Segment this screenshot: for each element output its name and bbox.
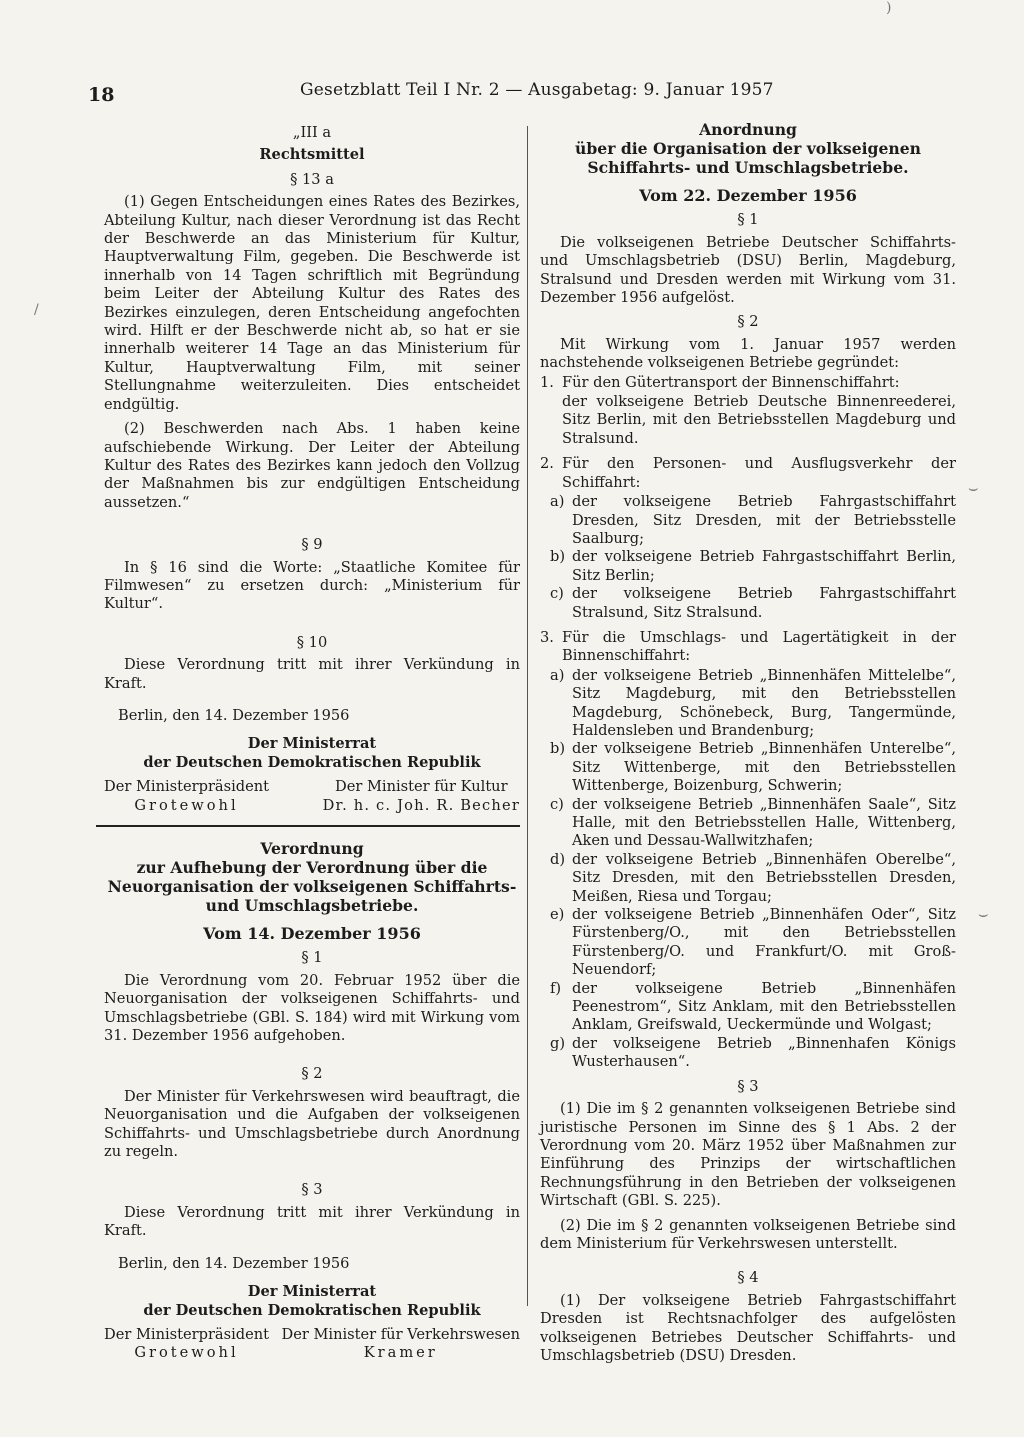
para-9: In § 16 sind die Worte: „Staatliche Komitee für Filmwesen“ zu ersetzen durch: „Ministerium für Kultur“. <box>104 558 520 613</box>
council-line-2: der Deutschen Demokratischen Republik <box>143 1301 481 1319</box>
section-rule <box>96 825 520 827</box>
item-detail: der volkseigene Betrieb Deutsche Binnenreederei, Sitz Berlin, mit den Betriebsstellen Magdeburg und Stralsund. <box>562 393 956 447</box>
subitem: d) der volkseigene Betrieb „Binnenhäfen Oberelbe“, Sitz Dresden, mit den Betriebsstellen Dresden, Meißen, Riesa und Torgau; <box>550 850 956 905</box>
item-1 <box>540 374 956 449</box>
para-13a-2: (2) Beschwerden nach Abs. 1 haben keine aufschiebende Wirkung. Der Leiter der Abteilung Kultur des Rates des Bezirkes kann jedoch den Vollzug der Maßnahmen bis zur endgültigen Entscheidung aussetzen.“ <box>104 420 520 511</box>
signature-title: Der Minister für Kultur <box>335 778 508 796</box>
subitem: a) der volkseigene Betrieb „Binnenhäfen Mittelelbe“, Sitz Magdeburg, mit den Betriebsstellen Magdeburg, Schönebeck, Burg, Tangermünde, Haldensleben und Brandenburg; <box>550 666 956 739</box>
council-line-1: Der Ministerrat <box>247 1283 377 1301</box>
place-date: Berlin, den 14. Dezember 1956 <box>118 706 350 724</box>
scan-mark: ⌣ <box>978 904 989 923</box>
running-header: Gesetzblatt Teil I Nr. 2 — Ausgabetag: 9. Januar 1957 <box>300 80 774 100</box>
section-13a: § 13 a <box>290 170 334 188</box>
subitem: g) der volkseigene Betrieb „Binnenhafen Königs Wusterhausen“. <box>550 1034 956 1071</box>
signature-name: Kramer <box>363 1344 438 1362</box>
column-divider <box>527 126 528 1306</box>
para-10: Diese Verordnung tritt mit ihrer Verkündung in Kraft. <box>104 656 520 692</box>
para-3-2: (2) Die im § 2 genannten volkseigenen Betriebe sind dem Ministerium für Verkehrswesen unterstellt. <box>540 1216 956 1252</box>
item-text: Für die Umschlags- und Lagertätigkeit in der Binnenschiffahrt: <box>562 628 956 665</box>
item-text: Für den Gütertransport der Binnenschiffahrt: <box>562 373 900 391</box>
item-2 <box>540 455 956 622</box>
item-number: 3. <box>540 628 554 646</box>
section-3: § 3 <box>301 1181 323 1199</box>
decree-title: Verordnung <box>260 839 364 858</box>
council-line-1: Der Ministerrat <box>247 735 377 753</box>
page-number: 18 <box>88 84 115 106</box>
left-column <box>104 124 520 1363</box>
signature-name: Dr. h. c. Joh. R. Becher <box>322 796 520 814</box>
signature-block <box>104 1326 520 1363</box>
section-9: § 9 <box>301 536 323 554</box>
para-2: Der Minister für Verkehrswesen wird beauftragt, die Neuorganisation und die Aufgaben der volkseigenen Schiffahrts- und Umschlagsbetriebe durch Anordnung zu regeln. <box>104 1087 520 1161</box>
para-4-1: (1) Der volkseigene Betrieb Fahrgastschiffahrt Dresden ist Rechtsnachfolger des aufgelösten volkseigenen Betriebes Deutscher Schiffahrts- und Umschlagsbetrieb (DSU) Dresden. <box>540 1291 956 1364</box>
subitem: e) der volkseigene Betrieb „Binnenhäfen Oder“, Sitz Fürstenberg/O., mit den Betriebsstellen Fürstenberg/O. und Frankfurt/O. mit Groß-Neuendorf; <box>550 906 956 979</box>
order-date: Vom 22. Dezember 1956 <box>639 186 857 205</box>
decree-date: Vom 14. Dezember 1956 <box>203 924 421 943</box>
order-title: Anordnung <box>699 120 797 139</box>
section-1: § 1 <box>737 211 759 229</box>
para-2: Mit Wirkung vom 1. Januar 1957 werden nachstehende volkseigenen Betriebe gegründet: <box>540 335 956 372</box>
scan-mark: ⌣ <box>968 478 979 497</box>
subitem: f) der volkseigene Betrieb „Binnenhäfen Peenestrom“, Sitz Anklam, mit den Betriebsstellen Anklam, Greifswald, Ueckermünde und Wolgast; <box>550 979 956 1034</box>
section-2: § 2 <box>301 1065 323 1083</box>
place-date: Berlin, den 14. Dezember 1956 <box>118 1254 350 1272</box>
para-1: Die Verordnung vom 20. Februar 1952 über die Neuorganisation der volkseigenen Schiffahrts- und Umschlagsbetriebe (GBl. S. 184) wird mit Wirkung vom 31. Dezember 1956 aufgehoben. <box>104 971 520 1045</box>
section-4: § 4 <box>737 1269 759 1287</box>
signature-title: Der Ministerpräsident <box>104 778 270 796</box>
scan-mark: ) <box>886 0 892 16</box>
order-subtitle: über die Organisation der volkseigenen Schiffahrts- und Umschlagsbetriebe. <box>575 139 921 177</box>
para-3-1: (1) Die im § 2 genannten volkseigenen Betriebe sind juristische Personen im Sinne des § 1 Abs. 2 der Verordnung vom 20. März 1952 über Maßnahmen zur Einführung des Prinzips der wirtschaftlichen Rechnungsführung in den Betrieben der volkseigenen Wirtschaft (GBl. S. 225). <box>540 1100 956 1210</box>
council-line-2: der Deutschen Demokratischen Republik <box>143 753 481 771</box>
subitem: b) der volkseigene Betrieb Fahrgastschiffahrt Berlin, Sitz Berlin; <box>550 548 956 584</box>
para-3: Diese Verordnung tritt mit ihrer Verkündung in Kraft. <box>104 1203 520 1240</box>
para-13a-1: (1) Gegen Entscheidungen eines Rates des Bezirkes, Abteilung Kultur, nach dieser Verordnung ist das Recht der Beschwerde an das Ministerium für Kultur, Hauptverwaltung Film, gegeben. Die Beschwerde ist innerhalb von 14 Tagen schriftlich mit Begründung beim Leiter der Abteilung Kultur des Rates des Bezirkes einzulegen, deren Entscheidung angefochten wird. Hilft er der Beschwerde nicht ab, so hat er sie innerhalb weiterer 14 Tage an das Ministerium für Kultur, Hauptverwaltung Film, mit seiner Stellungnahme weiterzuleiten. Dies entscheidet endgültig. <box>104 193 520 413</box>
section-3: § 3 <box>737 1077 759 1095</box>
signature-title: Der Minister für Verkehrswesen <box>281 1325 520 1343</box>
right-column <box>540 120 956 1365</box>
section-1: § 1 <box>301 949 323 967</box>
scan-mark: / <box>34 302 39 318</box>
signature-title: Der Ministerpräsident <box>104 1325 270 1343</box>
item-text: Für den Personen- und Ausflugsverkehr der Schiffahrt: <box>562 455 956 491</box>
section-2: § 2 <box>737 313 759 331</box>
item-number: 1. <box>540 373 554 391</box>
signature-name: Grotewohl <box>134 796 239 814</box>
subitem: a) der volkseigene Betrieb Fahrgastschiffahrt Dresden, Sitz Dresden, mit der Betriebsstelle Saalburg; <box>550 493 956 547</box>
para-1: Die volkseigenen Betriebe Deutscher Schiffahrts- und Umschlagsbetrieb (DSU) Berlin, Magdeburg, Stralsund und Dresden werden mit Wirkung vom 31. Dezember 1956 aufgelöst. <box>540 233 956 307</box>
part-subheading: Rechtsmittel <box>259 146 365 164</box>
item-3 <box>540 629 956 1072</box>
item-number: 2. <box>540 455 554 473</box>
subitem: c) der volkseigene Betrieb „Binnenhäfen Saale“, Sitz Halle, mit den Betriebsstellen Halle, Wittenberg, Aken und Dessau-Wallwitzhafen; <box>550 795 956 850</box>
signature-name: Grotewohl <box>134 1344 239 1362</box>
subitem: c) der volkseigene Betrieb Fahrgastschiffahrt Stralsund, Sitz Stralsund. <box>550 585 956 621</box>
section-10: § 10 <box>296 633 328 651</box>
subitem: b) der volkseigene Betrieb „Binnenhäfen Unterelbe“, Sitz Wittenberge, mit den Betriebsstellen Wittenberge, Boizenburg, Schwerin; <box>550 740 956 795</box>
decree-subtitle: zur Aufhebung der Verordnung über die Neuorganisation der volkseigenen Schiffahrts- und Umschlagsbetriebe. <box>107 858 517 915</box>
signature-block <box>104 778 520 815</box>
part-heading: „III a <box>292 124 332 141</box>
